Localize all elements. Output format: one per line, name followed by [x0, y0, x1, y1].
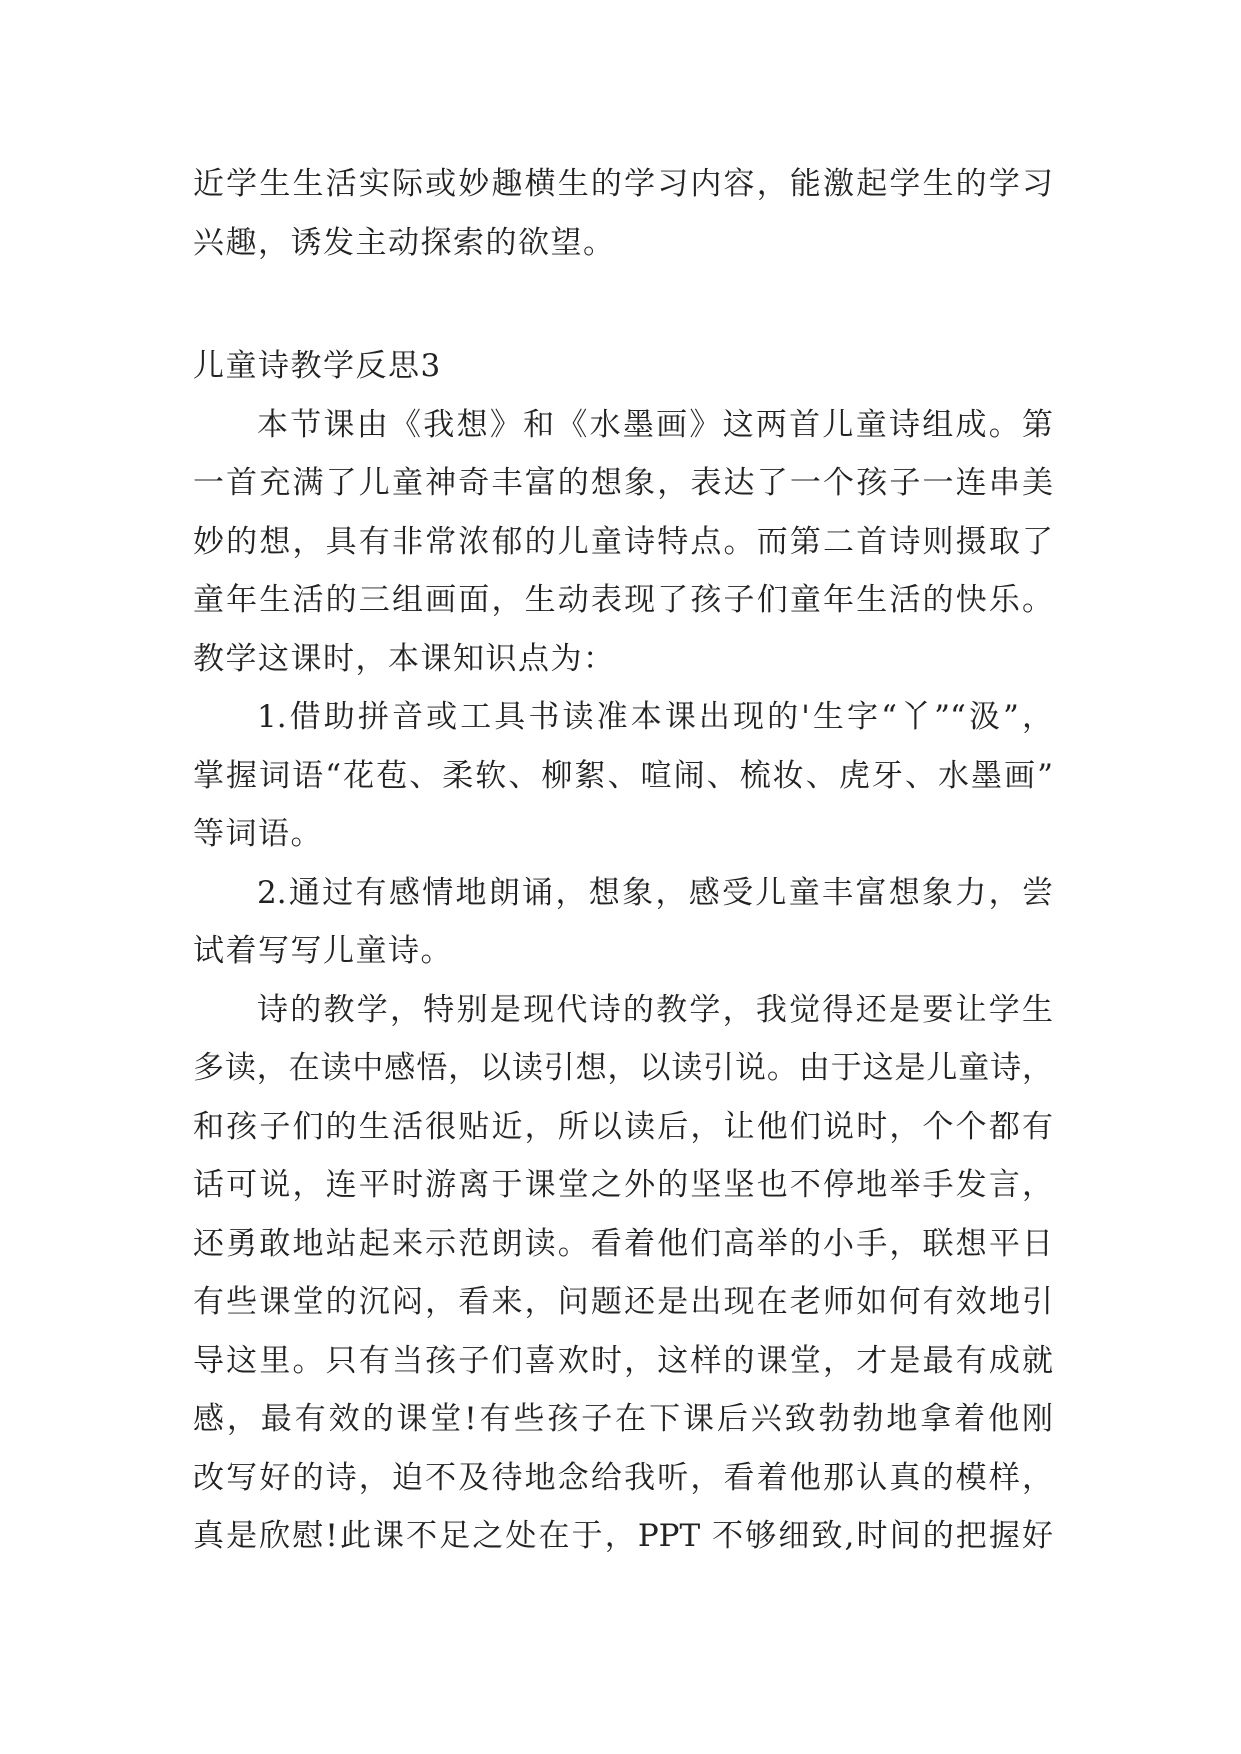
section-heading: 儿童诗教学反思3	[193, 348, 442, 384]
text-line: 导这里。只有当孩子们喜欢时，这样的课堂，才是最有成就	[193, 1342, 1053, 1379]
intro-paragraph	[193, 155, 1053, 272]
text-line: 教学这课时，本课知识点为：	[193, 640, 616, 677]
text-line: 童年生活的三组画面，生动表现了孩子们童年生活的快乐。	[193, 582, 1053, 618]
text-line: 1.借助拼音或工具书读准本课出现的'生字“丫”“汲”，	[257, 699, 1053, 735]
text-line: 感，最有效的课堂!有些孩子在下课后兴致勃勃地拿着他刚	[193, 1401, 1053, 1437]
text-line: 改写好的诗，迫不及待地念给我听，看着他那认真的模样，	[193, 1459, 1053, 1496]
text-line: 还勇敢地站起来示范朗读。看着他们高举的小手，联想平日	[193, 1225, 1053, 1262]
text-line: 2.通过有感情地朗诵，想象，感受儿童丰富想象力，尝	[257, 874, 1053, 911]
text-line: 诗的教学，特别是现代诗的教学，我觉得还是要让学生	[257, 991, 1053, 1028]
text-line: 话可说，连平时游离于课堂之外的坚坚也不停地举手发言，	[193, 1167, 1053, 1203]
text-line: 近学生生活实际或妙趣横生的学习内容，能激起学生的学习	[193, 166, 1053, 202]
text-line: 和孩子们的生活很贴近，所以读后，让他们说时，个个都有	[193, 1108, 1053, 1145]
text-line: 试着写写儿童诗。	[193, 933, 453, 969]
reflection-section	[193, 337, 1053, 1566]
text-line: 有些课堂的沉闷，看来，问题还是出现在老师如何有效地引	[193, 1284, 1053, 1320]
text-line: 掌握词语“花苞、柔软、柳絮、喧闹、梳妆、虎牙、水墨画”	[193, 757, 1053, 794]
text-line: 真是欣慰!此课不足之处在于，PPT 不够细致,时间的把握好	[193, 1518, 1053, 1554]
text-line: 妙的想，具有非常浓郁的儿童诗特点。而第二首诗则摄取了	[193, 523, 1053, 560]
text-line: 兴趣，诱发主动探索的欲望。	[193, 224, 616, 261]
text-line: 本节课由《我想》和《水墨画》这两首儿童诗组成。第	[257, 406, 1053, 443]
text-line: 多读，在读中感悟，以读引想，以读引说。由于这是儿童诗，	[193, 1050, 1053, 1086]
text-line: 等词语。	[193, 816, 323, 852]
text-line: 一首充满了儿童神奇丰富的想象，表达了一个孩子一连串美	[193, 465, 1053, 501]
